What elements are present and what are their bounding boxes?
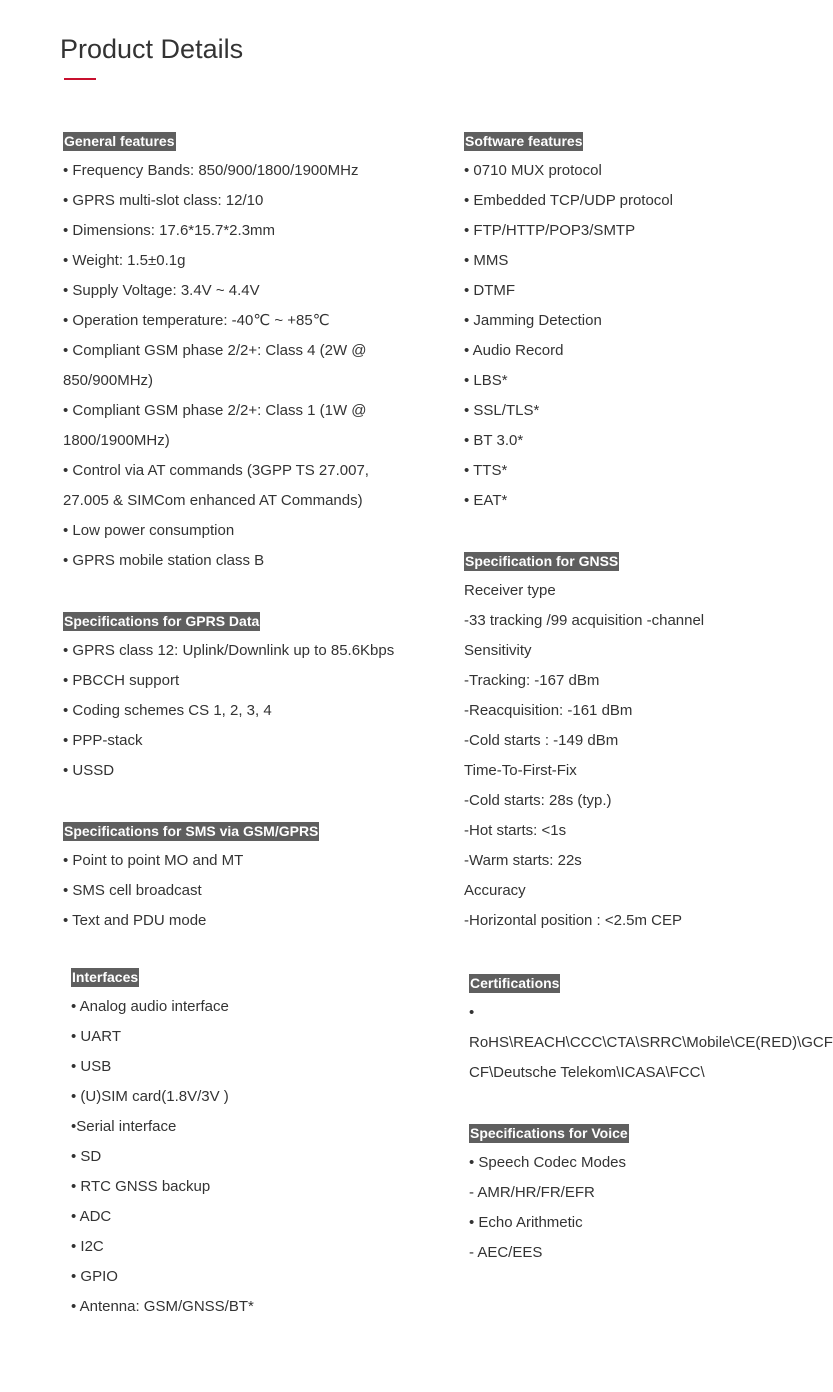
list-item: • SSL/TLS* [464, 402, 540, 419]
gnss-list [464, 576, 705, 936]
list-item: • Supply Voltage: 3.4V ~ 4.4V [63, 282, 260, 299]
list-item: • TTS* [464, 462, 508, 479]
list-item: -Hot starts: <1s [464, 822, 567, 839]
list-item: • GPRS class 12: Uplink/Downlink up to 85.6Kbps [63, 642, 395, 659]
list-item: • USB [71, 1058, 112, 1075]
list-item: • Operation temperature: -40℃ ~ +85℃ [63, 312, 330, 329]
list-item: Accuracy [464, 882, 526, 899]
list-item: • Compliant GSM phase 2/2+: Class 1 (1W @ [63, 402, 367, 419]
list-item: 850/900MHz) [63, 372, 154, 389]
list-item: • Text and PDU mode [63, 912, 207, 929]
list-item: 27.005 & SIMCom enhanced AT Commands) [63, 492, 363, 509]
software-features-heading: Software features [465, 133, 583, 149]
list-item: • RTC GNSS backup [71, 1178, 211, 1195]
list-item: • Compliant GSM phase 2/2+: Class 4 (2W @ [63, 342, 367, 359]
list-item: • DTMF [464, 282, 516, 299]
interfaces-heading: Interfaces [72, 969, 139, 985]
list-item: • SD [71, 1148, 102, 1165]
list-item: • Frequency Bands: 850/900/1800/1900MHz [63, 162, 359, 179]
gnss-heading: Specification for GNSS [465, 553, 619, 569]
list-item: -Cold starts : -149 dBm [464, 732, 619, 749]
list-item: • Control via AT commands (3GPP TS 27.007, [63, 462, 369, 479]
list-item: • Dimensions: 17.6*15.7*2.3mm [63, 222, 276, 239]
list-item: RoHS\REACH\CCC\CTA\SRRC\Mobile\CE(RED)\GCF [469, 1034, 833, 1051]
list-item: • ADC [71, 1208, 112, 1225]
general-features-section [63, 132, 403, 576]
sms-list [63, 846, 403, 936]
list-item: • Audio Record [464, 342, 564, 359]
list-item: Time-To-First-Fix [464, 762, 577, 779]
sms-section [63, 822, 403, 936]
list-item: • Echo Arithmetic [469, 1214, 583, 1231]
list-item: • FTP/HTTP/POP3/SMTP [464, 222, 636, 239]
gprs-data-section [63, 612, 403, 786]
software-features-section [464, 132, 784, 516]
certifications-heading: Certifications [470, 975, 560, 991]
interfaces-section [71, 968, 401, 1322]
list-item: • Jamming Detection [464, 312, 602, 329]
general-features-heading: General features [64, 133, 175, 149]
list-item: -33 tracking /99 acquisition -channel [464, 612, 705, 629]
voice-list [469, 1148, 784, 1268]
list-item: - AEC/EES [469, 1244, 543, 1261]
list-item: -Reacquisition: -161 dBm [464, 702, 633, 719]
list-item: • UART [71, 1028, 121, 1045]
interfaces-list [71, 992, 401, 1322]
list-item: -Warm starts: 22s [464, 852, 582, 869]
general-features-list [63, 156, 403, 576]
list-item: 1800/1900MHz) [63, 432, 170, 449]
voice-section [469, 1124, 784, 1268]
list-item: • GPIO [71, 1268, 118, 1285]
voice-heading: Specifications for Voice [470, 1125, 628, 1141]
list-item: • Low power consumption [63, 522, 235, 539]
list-item: • LBS* [464, 372, 508, 389]
list-item: • Antenna: GSM/GNSS/BT* [71, 1298, 254, 1315]
list-item: -Cold starts: 28s (typ.) [464, 792, 612, 809]
list-item: • MMS [464, 252, 509, 269]
certifications-section [469, 974, 833, 1088]
gprs-data-list [63, 636, 403, 786]
list-item: • Analog audio interface [71, 998, 229, 1015]
list-item: Receiver type [464, 582, 556, 599]
gnss-section [464, 552, 705, 936]
list-item: • BT 3.0* [464, 432, 524, 449]
list-item: • Speech Codec Modes [469, 1154, 627, 1171]
list-item: •Serial interface [71, 1118, 177, 1135]
list-item: • (U)SIM card(1.8V/3V ) [71, 1088, 229, 1105]
list-item: • PPP-stack [63, 732, 143, 749]
list-item: Sensitivity [464, 642, 532, 659]
list-item: • SMS cell broadcast [63, 882, 202, 899]
list-item: • [469, 1004, 475, 1021]
list-item: CF\Deutsche Telekom\ICASA\FCC\ [469, 1064, 705, 1081]
title-underline [64, 78, 96, 80]
list-item: • Point to point MO and MT [63, 852, 244, 869]
certifications-list [469, 998, 833, 1088]
list-item: • Embedded TCP/UDP protocol [464, 192, 673, 209]
list-item: -Tracking: -167 dBm [464, 672, 600, 689]
list-item: • PBCCH support [63, 672, 180, 689]
list-item: -Horizontal position : <2.5m CEP [464, 912, 683, 929]
list-item: • Weight: 1.5±0.1g [63, 252, 186, 269]
list-item: • USSD [63, 762, 115, 779]
gprs-data-heading: Specifications for GPRS Data [64, 613, 260, 629]
list-item: • 0710 MUX protocol [464, 162, 602, 179]
list-item: • GPRS mobile station class B [63, 552, 265, 569]
list-item: • GPRS multi-slot class: 12/10 [63, 192, 264, 209]
page-title: Product Details [60, 34, 244, 64]
list-item: • Coding schemes CS 1, 2, 3, 4 [63, 702, 272, 719]
list-item: • I2C [71, 1238, 104, 1255]
list-item: - AMR/HR/FR/EFR [469, 1184, 595, 1201]
list-item: • EAT* [464, 492, 508, 509]
sms-heading: Specifications for SMS via GSM/GPRS [64, 823, 319, 839]
software-features-list [464, 156, 784, 516]
